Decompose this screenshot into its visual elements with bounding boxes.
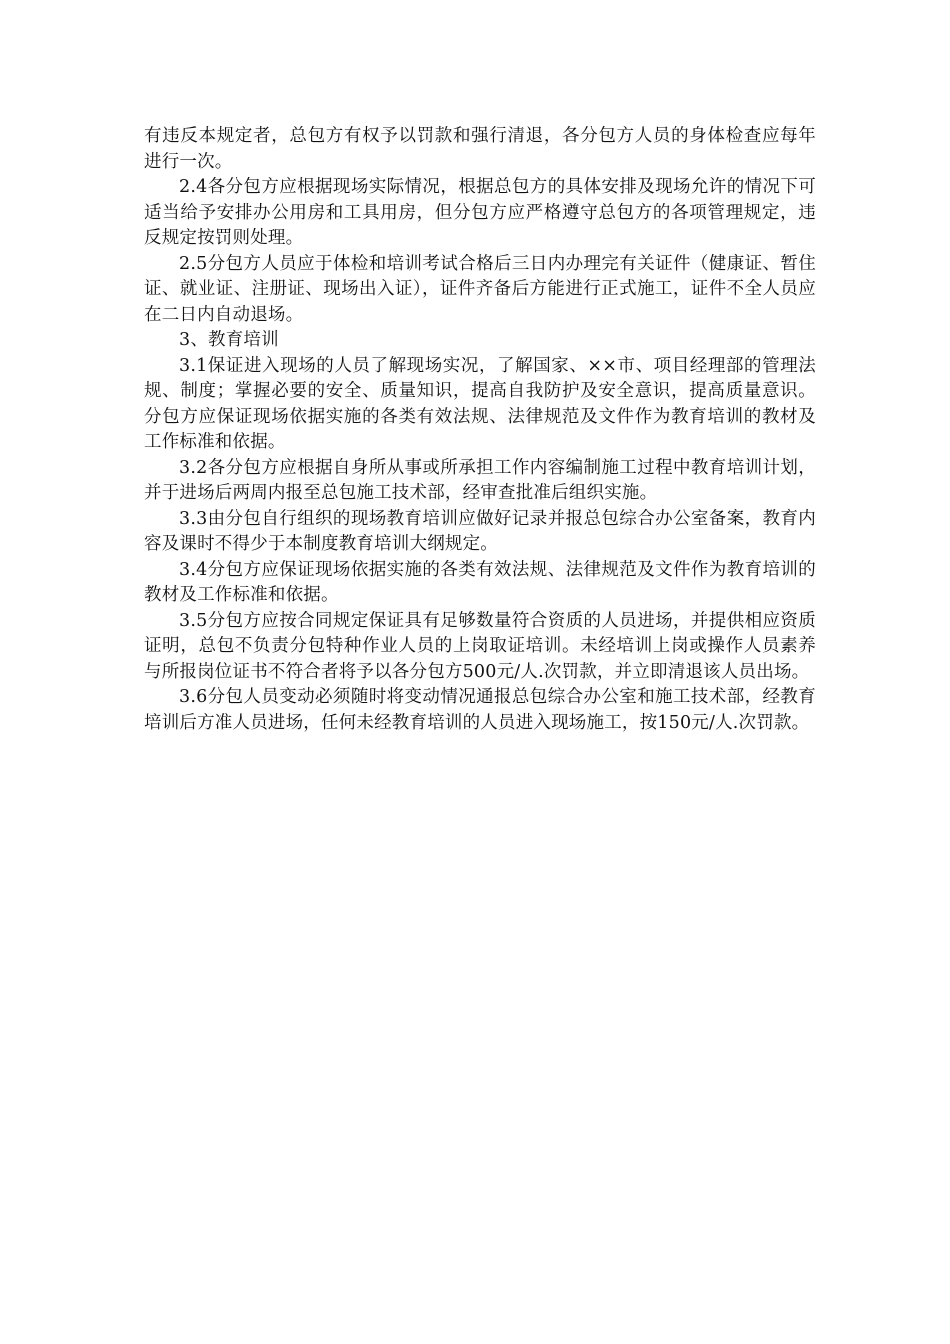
paragraph-3-1: 3.1保证进入现场的人员了解现场实况，了解国家、××市、项目经理部的管理法规、制度；掌握必要的安全、质量知识，提高自我防护及安全意识，提高质量意识。分包方应保证现场依据实施的各类有效法规、法律规范及文件作为教育培训的教材及工作标准和依据。 [144,355,816,452]
paragraph-3-3: 3.3由分包自行组织的现场教育培训应做好记录并报总包综合办公室备案，教育内容及课时不得少于本制度教育培训大纲规定。 [144,508,816,554]
paragraph-3-5: 3.5分包方应按合同规定保证具有足够数量符合资质的人员进场，并提供相应资质证明，总包不负责分包特种作业人员的上岗取证培训。未经培训上岗或操作人员素养与所报岗位证书不符合者将予以各分包方500元/人.次罚款，并立即清退该人员出场。 [144,610,816,682]
paragraph-continuation: 有违反本规定者，总包方有权予以罚款和强行清退，各分包方人员的身体检查应每年进行一次。 [144,126,816,172]
paragraph-2-5: 2.5分包方人员应于体检和培训考试合格后三日内办理完有关证件（健康证、暂住证、就业证、注册证、现场出入证），证件齐备后方能进行正式施工，证件不全人员应在二日内自动退场。 [144,253,816,325]
paragraph-3-4: 3.4分包方应保证现场依据实施的各类有效法规、法律规范及文件作为教育培训的教材及工作标准和依据。 [144,559,816,605]
paragraph-3-2: 3.2各分包方应根据自身所从事或所承担工作内容编制施工过程中教育培训计划，并于进场后两周内报至总包施工技术部，经审查批准后组织实施。 [144,457,816,503]
section-heading-education-training: 3、教育培训 [179,330,279,350]
document-body [144,124,816,736]
paragraph-2-4: 2.4各分包方应根据现场实际情况，根据总包方的具体安排及现场允许的情况下可适当给予安排办公用房和工具用房，但分包方应严格遵守总包方的各项管理规定，违反规定按罚则处理。 [144,177,816,248]
paragraph-3-6: 3.6分包人员变动必须随时将变动情况通报总包综合办公室和施工技术部，经教育培训后方准人员进场，任何未经教育培训的人员进入现场施工，按150元/人.次罚款。 [144,687,816,733]
